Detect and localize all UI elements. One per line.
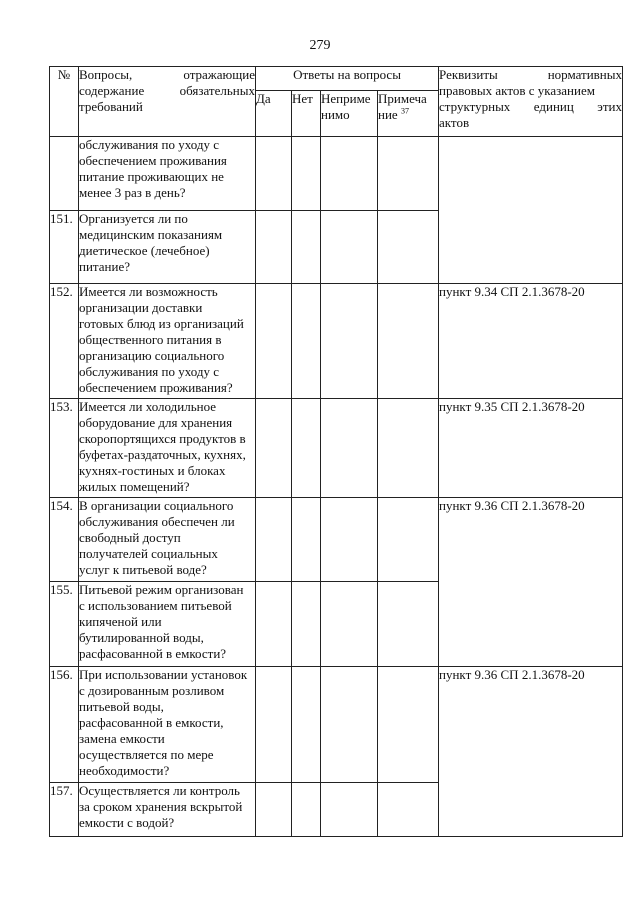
answer-note-cell[interactable] bbox=[378, 783, 439, 837]
question-line: обслуживания по уходу с bbox=[79, 137, 219, 152]
answer-note-cell[interactable] bbox=[378, 498, 439, 582]
header-no: Нет bbox=[292, 91, 321, 137]
header-req-word5: этих bbox=[597, 99, 623, 114]
table-row bbox=[50, 284, 623, 399]
header-questions-word2: отражающие bbox=[183, 67, 255, 82]
question-text bbox=[79, 137, 256, 211]
answer-na-cell[interactable] bbox=[321, 667, 378, 783]
question-line: необходимости? bbox=[79, 763, 170, 778]
header-questions bbox=[79, 67, 256, 137]
answer-no-cell[interactable] bbox=[292, 284, 321, 399]
answer-yes-cell[interactable] bbox=[256, 284, 292, 399]
row-number: 155. bbox=[50, 582, 79, 667]
question-line: диетическое (лечебное) bbox=[79, 243, 210, 258]
header-not-applicable bbox=[321, 91, 378, 137]
question-line: В организации социального bbox=[79, 498, 234, 513]
row-number: 151. bbox=[50, 211, 79, 284]
answer-yes-cell[interactable] bbox=[256, 498, 292, 582]
header-req-word1: Реквизиты bbox=[439, 67, 498, 82]
table-row bbox=[50, 399, 623, 498]
question-line: Имеется ли возможность bbox=[79, 284, 218, 299]
header-note-line2 bbox=[378, 107, 438, 123]
answer-note-cell[interactable] bbox=[378, 284, 439, 399]
header-req-line4: актов bbox=[439, 115, 470, 130]
answer-no-cell[interactable] bbox=[292, 582, 321, 667]
question-line: расфасованной в емкости, bbox=[79, 715, 224, 730]
answer-na-cell[interactable] bbox=[321, 284, 378, 399]
answer-note-cell[interactable] bbox=[378, 582, 439, 667]
answer-na-cell[interactable] bbox=[321, 783, 378, 837]
question-line: организации доставки bbox=[79, 300, 203, 315]
answer-yes-cell[interactable] bbox=[256, 137, 292, 211]
header-req-line2: правовых актов с указанием bbox=[439, 83, 595, 98]
header-yes: Да bbox=[256, 91, 292, 137]
header-row-1 bbox=[50, 67, 623, 91]
header-questions-word1: Вопросы, bbox=[79, 67, 133, 82]
question-text bbox=[79, 783, 256, 837]
question-line: обслуживания обеспечен ли bbox=[79, 514, 235, 529]
answer-na-cell[interactable] bbox=[321, 137, 378, 211]
question-text bbox=[79, 399, 256, 498]
answer-note-cell[interactable] bbox=[378, 667, 439, 783]
header-requisites bbox=[439, 67, 623, 137]
answer-yes-cell[interactable] bbox=[256, 399, 292, 498]
question-line: осуществляется по мере bbox=[79, 747, 214, 762]
row-number: 156. bbox=[50, 667, 79, 783]
answer-note-cell[interactable] bbox=[378, 399, 439, 498]
question-line: питание? bbox=[79, 259, 130, 274]
row-number: 153. bbox=[50, 399, 79, 498]
header-req-word4: единиц bbox=[533, 99, 574, 114]
checklist-table bbox=[49, 66, 623, 837]
answer-yes-cell[interactable] bbox=[256, 667, 292, 783]
question-line: оборудование для хранения bbox=[79, 415, 233, 430]
answer-yes-cell[interactable] bbox=[256, 783, 292, 837]
question-line: Имеется ли холодильное bbox=[79, 399, 217, 414]
question-line: с использованием питьевой bbox=[79, 598, 232, 613]
question-line: Осуществляется ли контроль bbox=[79, 783, 240, 798]
answer-yes-cell[interactable] bbox=[256, 582, 292, 667]
header-questions-word3: содержание bbox=[79, 83, 145, 98]
question-line: готовых блюд из организаций bbox=[79, 316, 244, 331]
header-note bbox=[378, 91, 439, 137]
question-line: бутилированной воды, bbox=[79, 630, 204, 645]
header-req-word3: структурных bbox=[439, 99, 511, 114]
question-line: обслуживания по уходу с bbox=[79, 364, 219, 379]
question-line: питьевой воды, bbox=[79, 699, 164, 714]
question-line: жилых помещений? bbox=[79, 479, 190, 494]
answer-na-cell[interactable] bbox=[321, 211, 378, 284]
answer-no-cell[interactable] bbox=[292, 399, 321, 498]
question-text bbox=[79, 284, 256, 399]
answer-note-cell[interactable] bbox=[378, 211, 439, 284]
answer-na-cell[interactable] bbox=[321, 582, 378, 667]
header-answers: Ответы на вопросы bbox=[256, 67, 439, 91]
question-text bbox=[79, 582, 256, 667]
question-line: за сроком хранения вскрытой bbox=[79, 799, 243, 814]
requisites-cell bbox=[439, 137, 623, 284]
table-row bbox=[50, 498, 623, 582]
question-line: скоропортящихся продуктов в bbox=[79, 431, 246, 446]
question-line: общественного питания в bbox=[79, 332, 222, 347]
header-questions-word5: требований bbox=[79, 99, 143, 114]
footnote-ref: 37 bbox=[400, 106, 409, 116]
question-line: обеспечением проживания? bbox=[79, 380, 233, 395]
requisites-cell: пункт 9.36 СП 2.1.3678-20 bbox=[439, 667, 623, 837]
question-line: буфетах-раздаточных, кухнях, bbox=[79, 447, 246, 462]
answer-no-cell[interactable] bbox=[292, 783, 321, 837]
header-note-word: ние bbox=[378, 107, 398, 122]
row-number bbox=[50, 137, 79, 211]
header-na-line2: нимо bbox=[321, 107, 350, 122]
question-text bbox=[79, 211, 256, 284]
question-line: получателей социальных bbox=[79, 546, 218, 561]
answer-na-cell[interactable] bbox=[321, 399, 378, 498]
answer-no-cell[interactable] bbox=[292, 667, 321, 783]
question-text bbox=[79, 667, 256, 783]
question-line: организацию социального bbox=[79, 348, 225, 363]
header-req-word2: нормативных bbox=[547, 67, 623, 82]
answer-no-cell[interactable] bbox=[292, 137, 321, 211]
question-line: услуг к питьевой воде? bbox=[79, 562, 207, 577]
answer-yes-cell[interactable] bbox=[256, 211, 292, 284]
page-number: 279 bbox=[309, 38, 331, 53]
question-line: питание проживающих не bbox=[79, 169, 224, 184]
table-row bbox=[50, 667, 623, 783]
question-line: медицинским показаниям bbox=[79, 227, 223, 242]
question-line: менее 3 раз в день? bbox=[79, 185, 186, 200]
row-number: 152. bbox=[50, 284, 79, 399]
answer-no-cell[interactable] bbox=[292, 211, 321, 284]
header-questions-word4: обязательных bbox=[179, 83, 255, 98]
question-line: Питьевой режим организован bbox=[79, 582, 244, 597]
header-num: № bbox=[50, 67, 79, 137]
question-line: кухнях-гостиных и блоках bbox=[79, 463, 226, 478]
answer-no-cell[interactable] bbox=[292, 498, 321, 582]
header-note-line1: Примеча bbox=[378, 91, 427, 106]
requisites-cell: пункт 9.35 СП 2.1.3678-20 bbox=[439, 399, 623, 498]
requisites-cell: пункт 9.36 СП 2.1.3678-20 bbox=[439, 498, 623, 667]
question-line: При использовании установок bbox=[79, 667, 248, 682]
question-line: кипяченой или bbox=[79, 614, 162, 629]
requisites-cell: пункт 9.34 СП 2.1.3678-20 bbox=[439, 284, 623, 399]
question-line: расфасованной в емкости? bbox=[79, 646, 227, 661]
table-row bbox=[50, 137, 623, 211]
question-line: замена емкости bbox=[79, 731, 165, 746]
question-text bbox=[79, 498, 256, 582]
question-line: Организуется ли по bbox=[79, 211, 188, 226]
answer-na-cell[interactable] bbox=[321, 498, 378, 582]
question-line: свободный доступ bbox=[79, 530, 181, 545]
question-line: емкости с водой? bbox=[79, 815, 175, 830]
row-number: 154. bbox=[50, 498, 79, 582]
row-number: 157. bbox=[50, 783, 79, 837]
question-line: с дозированным розливом bbox=[79, 683, 225, 698]
question-line: обеспечением проживания bbox=[79, 153, 227, 168]
header-na-line1: Неприме bbox=[321, 91, 371, 106]
answer-note-cell[interactable] bbox=[378, 137, 439, 211]
